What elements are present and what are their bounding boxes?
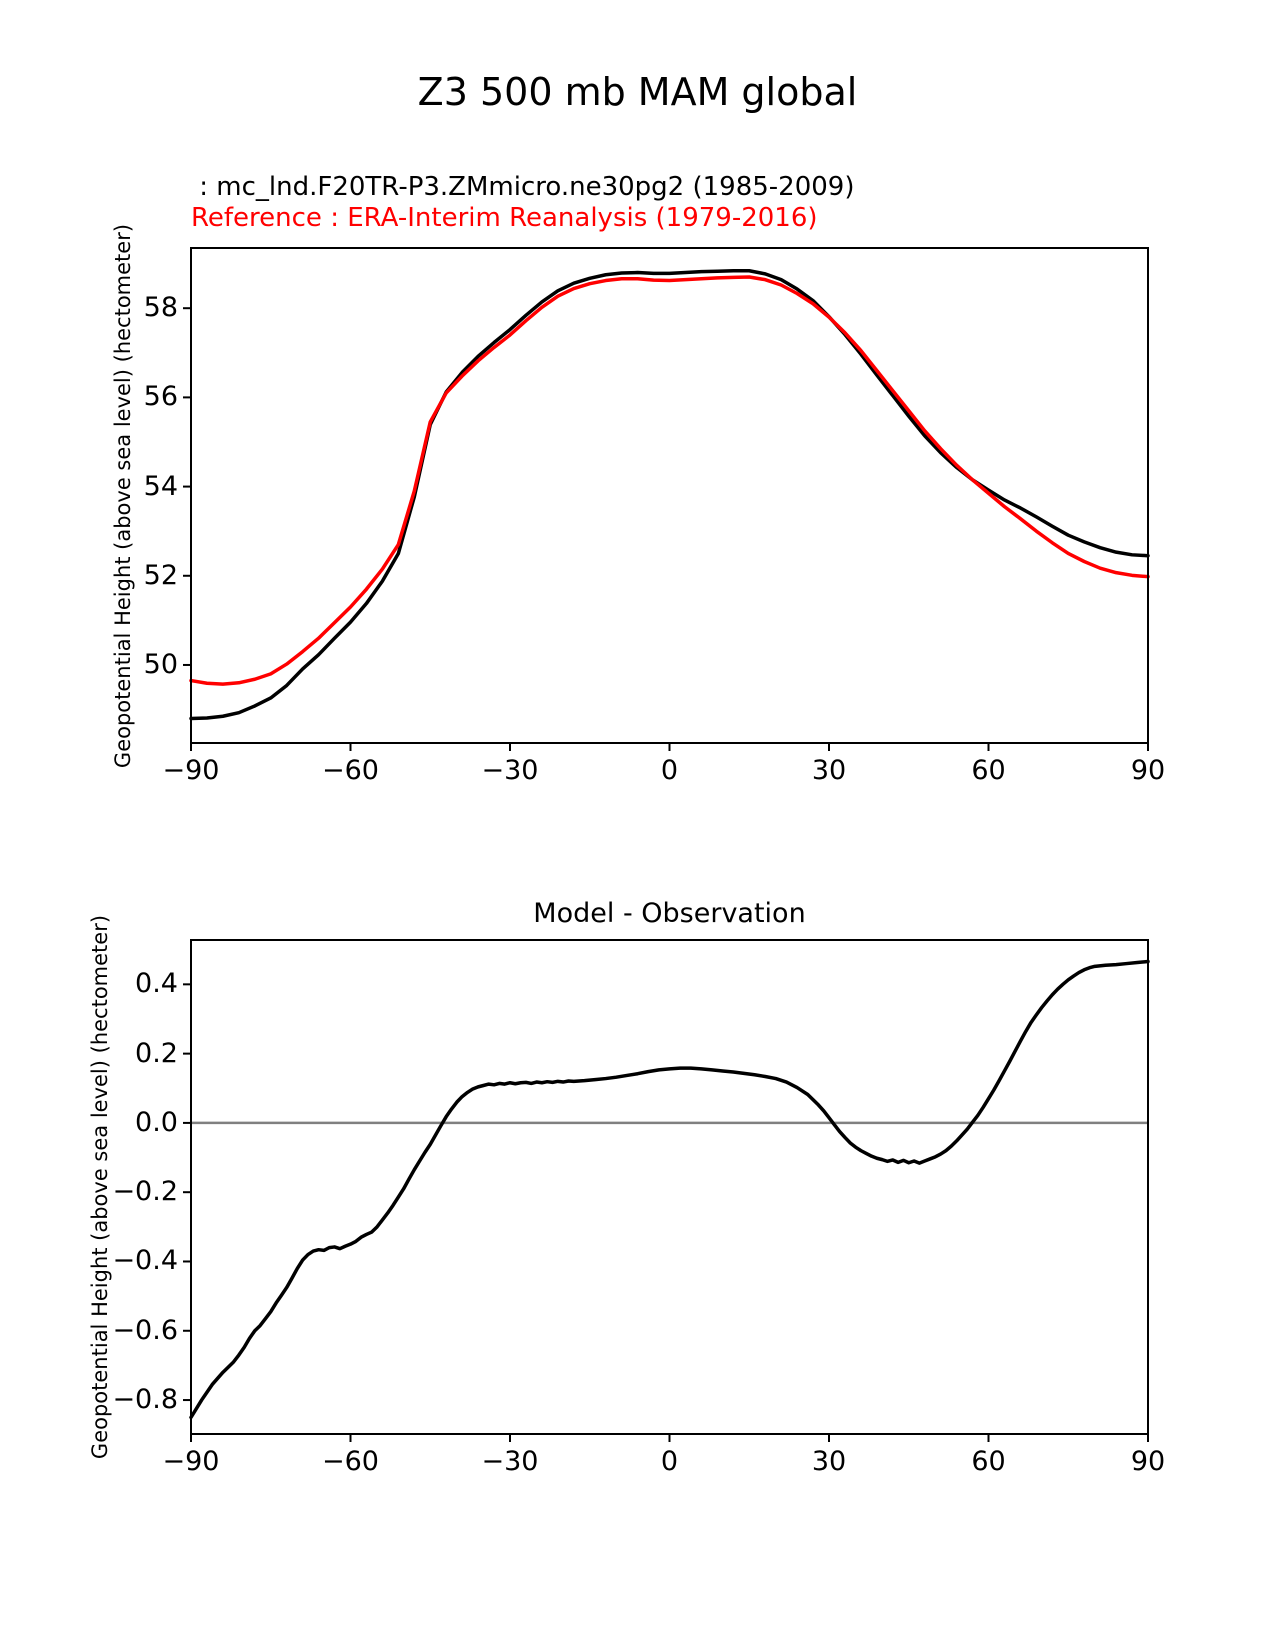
diff-x-tick-label: 0 [660,1446,679,1477]
main-x-tick-label: 60 [971,755,1006,786]
diff-chart-title: Model - Observation [533,898,806,929]
main-y-tick-label: 50 [143,648,178,680]
diff-x-tick-label: −90 [162,1446,220,1477]
diff-x-tick-label: −60 [322,1446,379,1477]
main-x-tick-label: −30 [481,755,539,786]
reference-subtitle: Reference : ERA-Interim Reanalysis (1979-2016) [191,203,818,233]
main-y-tick-label: 54 [143,470,178,502]
main-series-0-curve [191,271,1148,719]
main-y-tick-label: 56 [143,381,178,413]
main-x-tick-label: 90 [1130,755,1166,786]
main-series-1-curve [191,277,1148,684]
main-x-tick-label: −90 [162,755,220,786]
diff-y-tick-label: −0.6 [112,1314,178,1346]
main-y-tick-label: 58 [143,292,178,324]
diff-axes-spines [191,940,1148,1434]
main-axes-spines [191,248,1148,743]
diff-y-tick-label: 0.2 [135,1037,178,1069]
main-y-tick-label: 52 [143,559,178,591]
diff-chart-y-axis-label: Geopotential Height (above sea level) (hectometer) [88,914,112,1460]
diff-x-tick-label: 60 [971,1446,1006,1477]
main-x-tick-label: −60 [322,755,379,786]
diff-y-tick-label: −0.4 [112,1245,178,1277]
diff-chart-canvas [177,926,1162,1448]
diff-y-tick-label: 0.4 [135,968,178,1000]
diff-series-0-curve [191,961,1148,1417]
diff-x-tick-label: 90 [1130,1446,1166,1477]
main-chart-y-axis-label: Geopotential Height (above sea level) (hectometer) [111,223,135,769]
main-chart-canvas [177,234,1162,757]
model-case-subtitle: : mc_lnd.F20TR-P3.ZMmicro.ne30pg2 (1985-2009) [191,172,855,202]
diff-y-tick-label: −0.8 [112,1384,178,1416]
page-title: Z3 500 mb MAM global [417,70,858,114]
main-x-tick-label: 0 [660,755,679,786]
diff-x-tick-label: −30 [481,1446,539,1477]
diff-y-tick-label: −0.2 [112,1176,178,1208]
main-x-tick-label: 30 [811,755,847,786]
diff-x-tick-label: 30 [811,1446,847,1477]
diff-y-tick-label: 0.0 [135,1106,178,1138]
